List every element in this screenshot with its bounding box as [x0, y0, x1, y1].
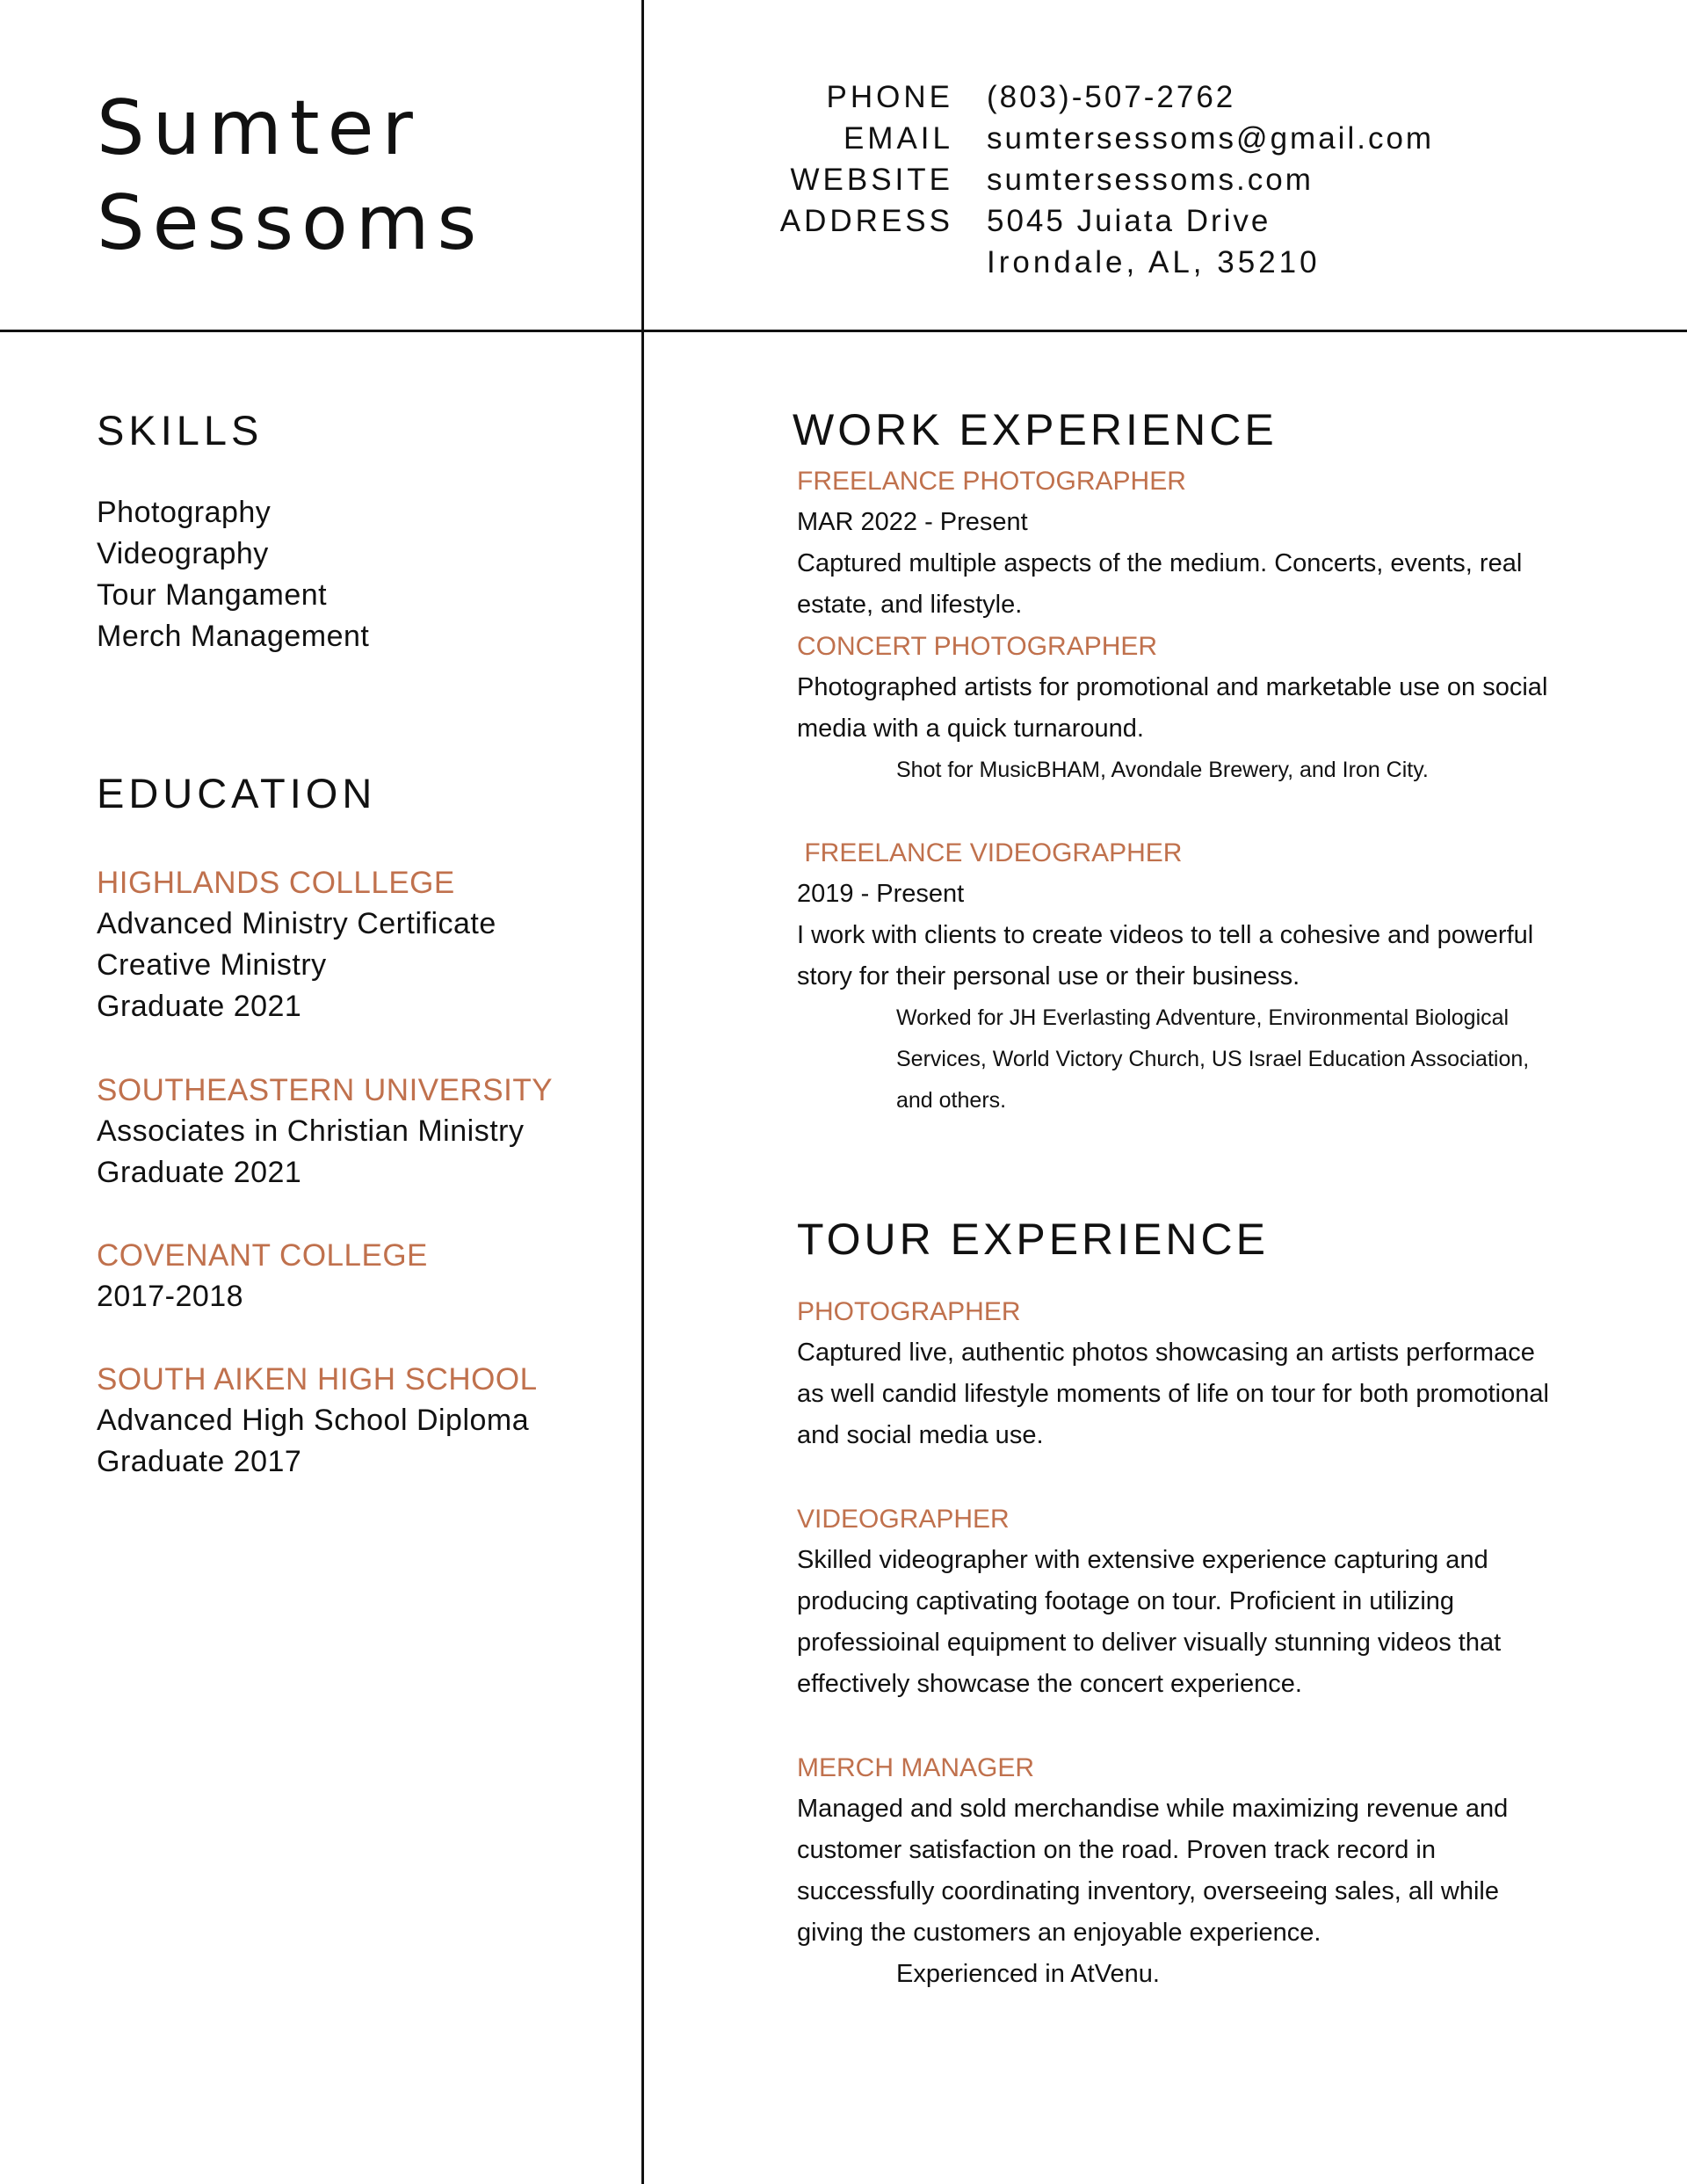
phone-label: PHONE [826, 80, 953, 114]
job-description: story for their personal use or their business. [797, 962, 1300, 990]
school-name: SOUTH AIKEN HIGH SCHOOL [97, 1362, 538, 1397]
role-title: VIDEOGRAPHER [797, 1505, 1010, 1534]
skill-item: Merch Management [97, 620, 370, 653]
skill-item: Tour Mangament [97, 578, 328, 612]
role-title: PHOTOGRAPHER [797, 1297, 1021, 1326]
education-detail: Graduate 2021 [97, 990, 302, 1023]
job-date: MAR 2022 - Present [797, 508, 1028, 536]
education-entry [97, 1359, 538, 1483]
role-description: giving the customers an enjoyable experience. [797, 1919, 1321, 1947]
last-name: Sessoms [97, 179, 485, 267]
role-description: effectively showcase the concert experience. [797, 1670, 1302, 1698]
skill-item: Videography [97, 537, 269, 570]
tour-videographer [797, 1498, 1605, 1705]
role-description: professioinal equipment to deliver visually stunning videos that [797, 1629, 1502, 1657]
email-label: EMAIL [843, 121, 953, 156]
education-detail: Graduate 2021 [97, 1156, 302, 1189]
first-name: Sumter [97, 84, 421, 172]
job-freelance-videographer [797, 832, 1605, 1121]
job-description: Captured multiple aspects of the medium. Concerts, events, real [797, 549, 1523, 577]
role-description: as well candid lifestyle moments of life on tour for both promotional [797, 1380, 1549, 1408]
phone-value: (803)-507-2762 [987, 80, 1236, 114]
job-note: Worked for JH Everlasting Adventure, Environmental Biological [896, 1005, 1510, 1030]
role-description: producing captivating footage on tour. Proficient in utilizing [797, 1587, 1455, 1615]
tour-photographer [797, 1291, 1605, 1456]
school-name: HIGHLANDS COLLLEGE [97, 866, 455, 900]
job-description: I work with clients to create videos to tell a cohesive and powerful [797, 921, 1534, 949]
job-note: Services, World Victory Church, US Israel Education Association, [896, 1047, 1530, 1071]
education-entry [97, 1235, 428, 1317]
education-entry [97, 1070, 553, 1194]
education-entry [97, 862, 496, 1027]
education-heading: EDUCATION [97, 770, 377, 816]
role-description: Skilled videographer with extensive experience capturing and [797, 1546, 1488, 1574]
email-value: sumtersessoms@gmail.com [987, 121, 1435, 156]
job-description: Photographed artists for promotional and marketable use on social [797, 673, 1548, 701]
role-description: customer satisfaction on the road. Proven track record in [797, 1836, 1436, 1864]
skills-list [97, 492, 369, 657]
role-description: successfully coordinating inventory, overseeing sales, all while [797, 1877, 1499, 1905]
name-block [97, 81, 484, 271]
school-name: SOUTHEASTERN UNIVERSITY [97, 1073, 554, 1107]
education-detail: Graduate 2017 [97, 1445, 302, 1478]
work-experience-heading: WORK EXPERIENCE [793, 405, 1278, 454]
job-description: estate, and lifestyle. [797, 591, 1023, 619]
skills-heading: SKILLS [97, 407, 264, 453]
education-detail: Creative Ministry [97, 948, 327, 982]
skill-item: Photography [97, 496, 272, 529]
contact-phone-row [773, 76, 1434, 118]
address-label: ADDRESS [779, 204, 953, 238]
contact-email-row [773, 118, 1434, 159]
job-title: FREELANCE PHOTOGRAPHER [797, 467, 1186, 496]
job-title: CONCERT PHOTOGRAPHER [797, 632, 1158, 661]
education-detail: Advanced High School Diploma [97, 1404, 530, 1437]
tour-merch-manager [797, 1747, 1605, 1995]
contact-block [773, 76, 1434, 283]
header-divider [0, 330, 1687, 332]
role-description: and social media use. [797, 1421, 1044, 1449]
tour-experience-heading: TOUR EXPERIENCE [797, 1215, 1269, 1264]
education-detail: Associates in Christian Ministry [97, 1114, 525, 1148]
website-value: sumtersessoms.com [987, 163, 1314, 197]
education-detail: Advanced Ministry Certificate [97, 907, 496, 940]
education-detail: 2017-2018 [97, 1280, 244, 1313]
contact-website-row [773, 159, 1434, 200]
school-name: COVENANT COLLEGE [97, 1238, 428, 1273]
job-date: 2019 - Present [797, 880, 965, 908]
role-description: Captured live, authentic photos showcasing an artists performace [797, 1339, 1535, 1367]
job-title: FREELANCE VIDEOGRAPHER [797, 838, 1183, 867]
role-description: Managed and sold merchandise while maximizing revenue and [797, 1795, 1509, 1823]
role-note: Experienced in AtVenu. [896, 1960, 1160, 1988]
address-line2: Irondale, AL, 35210 [987, 245, 1321, 279]
website-label: WEBSITE [790, 163, 953, 197]
job-note: and others. [896, 1088, 1007, 1113]
job-description: media with a quick turnaround. [797, 715, 1144, 743]
column-divider [641, 0, 644, 2184]
role-title: MERCH MANAGER [797, 1753, 1035, 1782]
job-note: Shot for MusicBHAM, Avondale Brewery, and Iron City. [896, 758, 1429, 782]
job-freelance-photographer [797, 461, 1605, 791]
address-line1: 5045 Juiata Drive [987, 204, 1271, 238]
contact-address-row [773, 200, 1434, 242]
